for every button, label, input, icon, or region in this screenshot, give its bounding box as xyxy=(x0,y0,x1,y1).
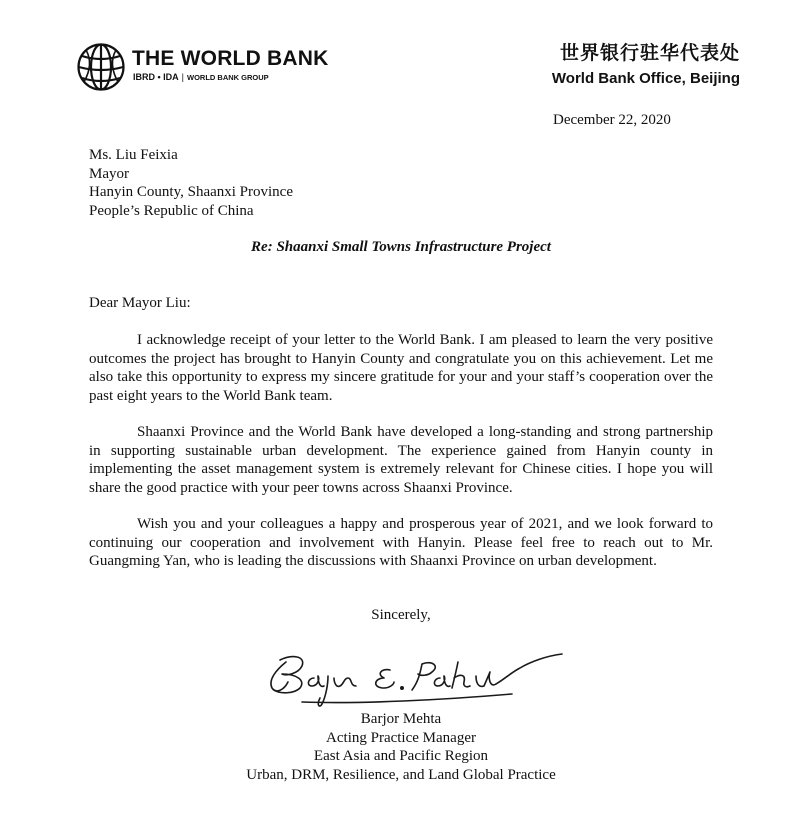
bank-name: THE WORLD BANK xyxy=(132,47,329,70)
bank-subtitle xyxy=(133,73,269,82)
recipient-address xyxy=(89,146,293,220)
handwritten-signature xyxy=(262,648,574,710)
signer-unit: Urban, DRM, Resilience, and Land Global Practice xyxy=(246,766,556,783)
signer-region: East Asia and Pacific Region xyxy=(313,748,489,764)
salutation: Dear Mayor Liu: xyxy=(89,295,191,311)
closing: Sincerely, xyxy=(371,607,431,623)
address-line: Hanyin County, Shaanxi Province xyxy=(89,184,294,200)
address-line: Ms. Liu Feixia xyxy=(89,147,178,163)
letter-subject: Re: Shaanxi Small Towns Infrastructure Project xyxy=(251,239,551,255)
ibrd-ida-label: IBRD • IDA xyxy=(133,72,179,82)
office-name-chinese: 世界银行驻华代表处 xyxy=(559,42,740,64)
signer-title: Acting Practice Manager xyxy=(326,729,476,746)
group-label: WORLD BANK GROUP xyxy=(187,73,269,82)
body-paragraph: I acknowledge receipt of your letter to the World Bank. I am pleased to learn the very positive outcomes the project has brought to Hanyin County and congratulate you on this achievement. Let me also take this opportunity to express my sincere gratitude for your and your staff’s cooperation over the past eight years to the World Bank team. xyxy=(89,332,713,404)
subtitle-separator: | xyxy=(181,72,184,82)
globe-icon xyxy=(76,42,126,92)
address-line: Mayor xyxy=(89,165,129,182)
address-line: People’s Republic of China xyxy=(89,202,254,219)
body-paragraph: Wish you and your colleagues a happy and prosperous year of 2021, and we look forward to continuing our cooperation and involvement with Hanyin. Please feel free to reach out to Mr. Guangming Yan, who is leading the discussions with Shaanxi Province on urban development. xyxy=(89,516,713,569)
letter-date: December 22, 2020 xyxy=(553,112,671,128)
signer-name: Barjor Mehta xyxy=(360,711,442,727)
signer-block xyxy=(89,710,713,784)
office-name-english: World Bank Office, Beijing xyxy=(551,70,740,87)
body-paragraph: Shaanxi Province and the World Bank have developed a long-standing and strong partnership in supporting sustainable urban development. The experience gained from Hanyin county in implementing the asset management system is extremely relevant for Chinese cities. I hope you will share the good practice with your peer towns across Shaanxi Province. xyxy=(89,424,713,496)
